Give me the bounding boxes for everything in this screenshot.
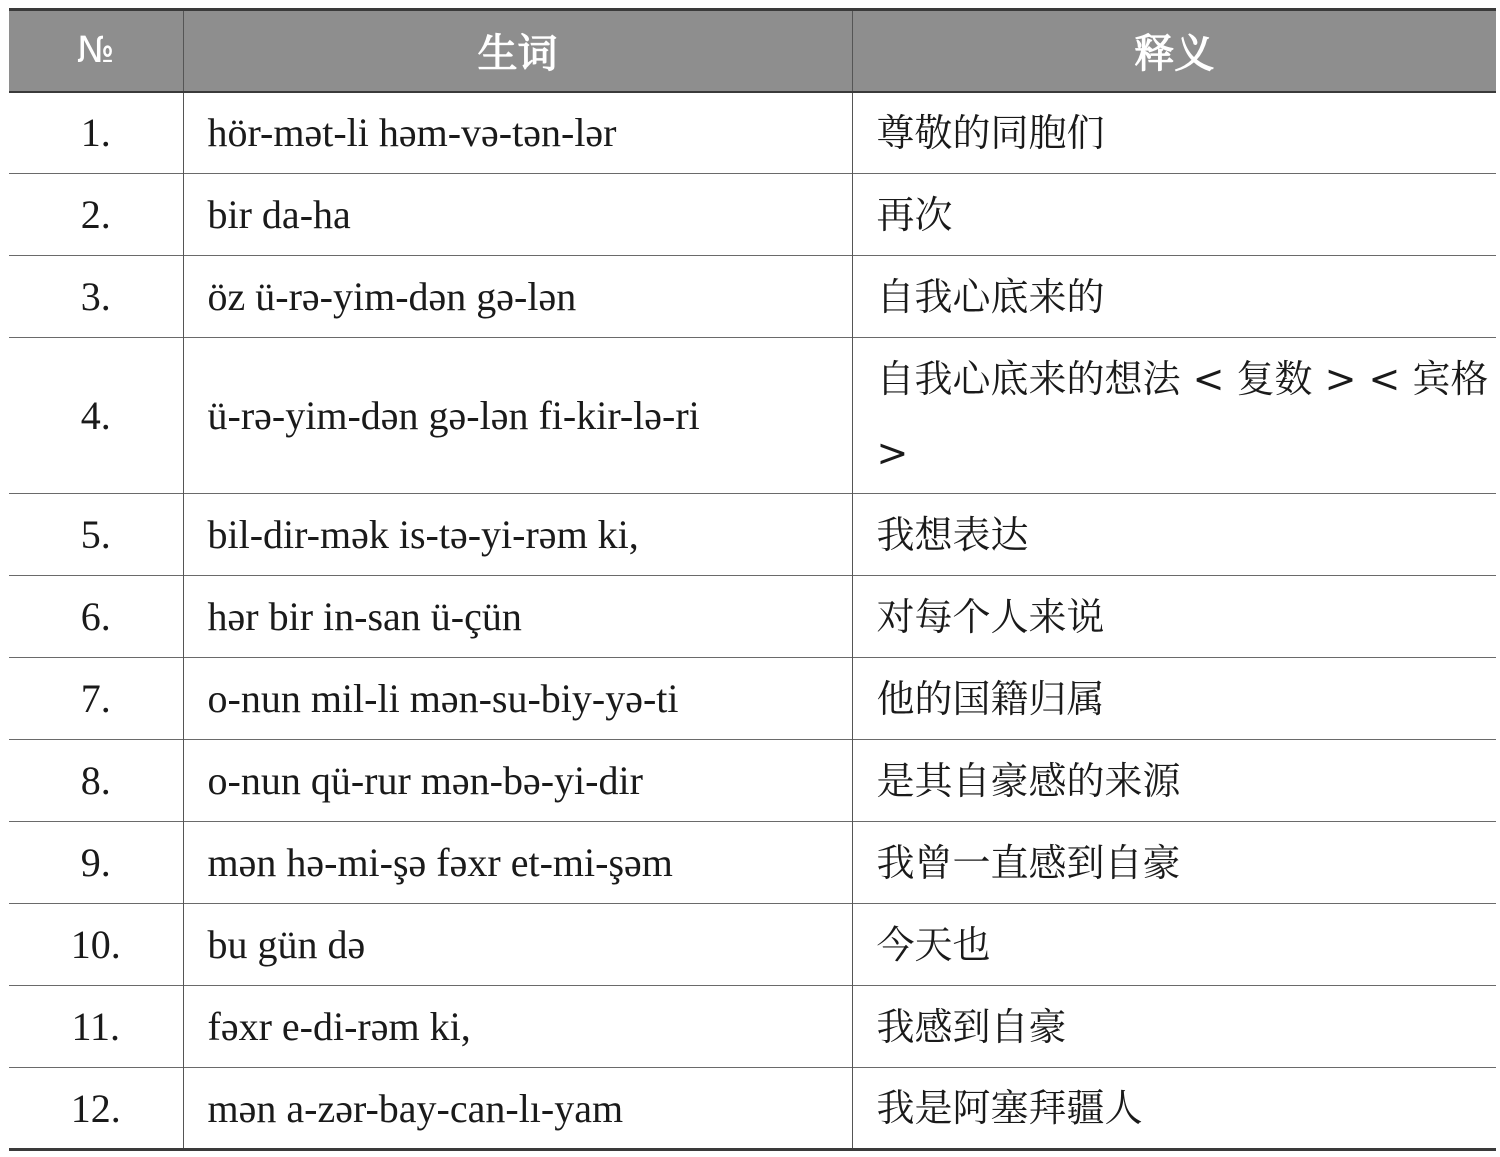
row-definition: 自我心底来的想法 < 复数 > < 宾格 > — [852, 338, 1496, 494]
table-row — [9, 740, 1496, 822]
row-number: 10. — [9, 904, 183, 986]
vocabulary-table — [9, 8, 1496, 1151]
row-number: 3. — [9, 256, 183, 338]
table-header — [9, 10, 1496, 92]
row-definition: 今天也 — [852, 904, 1496, 986]
table-row — [9, 494, 1496, 576]
row-definition: 他的国籍归属 — [852, 658, 1496, 740]
row-word: bil-dir-mək is-tə-yi-rəm ki, — [183, 494, 852, 576]
row-definition: 是其自豪感的来源 — [852, 740, 1496, 822]
row-word: mən a-zər-bay-can-lı-yam — [183, 1068, 852, 1150]
row-word: o-nun qü-rur mən-bə-yi-dir — [183, 740, 852, 822]
row-word: fəxr e-di-rəm ki, — [183, 986, 852, 1068]
column-header-word: 生词 — [183, 10, 852, 92]
table-row — [9, 174, 1496, 256]
table-row — [9, 338, 1496, 494]
row-number: 4. — [9, 338, 183, 494]
row-number: 11. — [9, 986, 183, 1068]
table-row — [9, 576, 1496, 658]
row-number: 7. — [9, 658, 183, 740]
row-definition: 再次 — [852, 174, 1496, 256]
header-row — [9, 10, 1496, 92]
row-word: bu gün də — [183, 904, 852, 986]
table-row — [9, 1068, 1496, 1150]
row-word: hör-mət-li həm-və-tən-lər — [183, 92, 852, 174]
table-row — [9, 92, 1496, 174]
row-word: öz ü-rə-yim-dən gə-lən — [183, 256, 852, 338]
row-number: 8. — [9, 740, 183, 822]
row-definition: 我是阿塞拜疆人 — [852, 1068, 1496, 1150]
table-row — [9, 822, 1496, 904]
row-number: 2. — [9, 174, 183, 256]
row-definition: 我感到自豪 — [852, 986, 1496, 1068]
row-number: 6. — [9, 576, 183, 658]
table-row — [9, 904, 1496, 986]
row-number: 12. — [9, 1068, 183, 1150]
table-row — [9, 986, 1496, 1068]
row-definition: 自我心底来的 — [852, 256, 1496, 338]
row-word: ü-rə-yim-dən gə-lən fi-kir-lə-ri — [183, 338, 852, 494]
row-number: 9. — [9, 822, 183, 904]
row-definition: 我曾一直感到自豪 — [852, 822, 1496, 904]
table-row — [9, 256, 1496, 338]
row-number: 1. — [9, 92, 183, 174]
row-word: hər bir in-san ü-çün — [183, 576, 852, 658]
row-definition: 尊敬的同胞们 — [852, 92, 1496, 174]
row-number: 5. — [9, 494, 183, 576]
row-word: mən hə-mi-şə fəxr et-mi-şəm — [183, 822, 852, 904]
table-body — [9, 92, 1496, 1150]
row-definition: 对每个人来说 — [852, 576, 1496, 658]
table-row — [9, 658, 1496, 740]
row-word: bir da-ha — [183, 174, 852, 256]
column-header-definition: 释义 — [852, 10, 1496, 92]
row-word: o-nun mil-li mən-su-biy-yə-ti — [183, 658, 852, 740]
row-definition: 我想表达 — [852, 494, 1496, 576]
column-header-number: № — [9, 10, 183, 92]
